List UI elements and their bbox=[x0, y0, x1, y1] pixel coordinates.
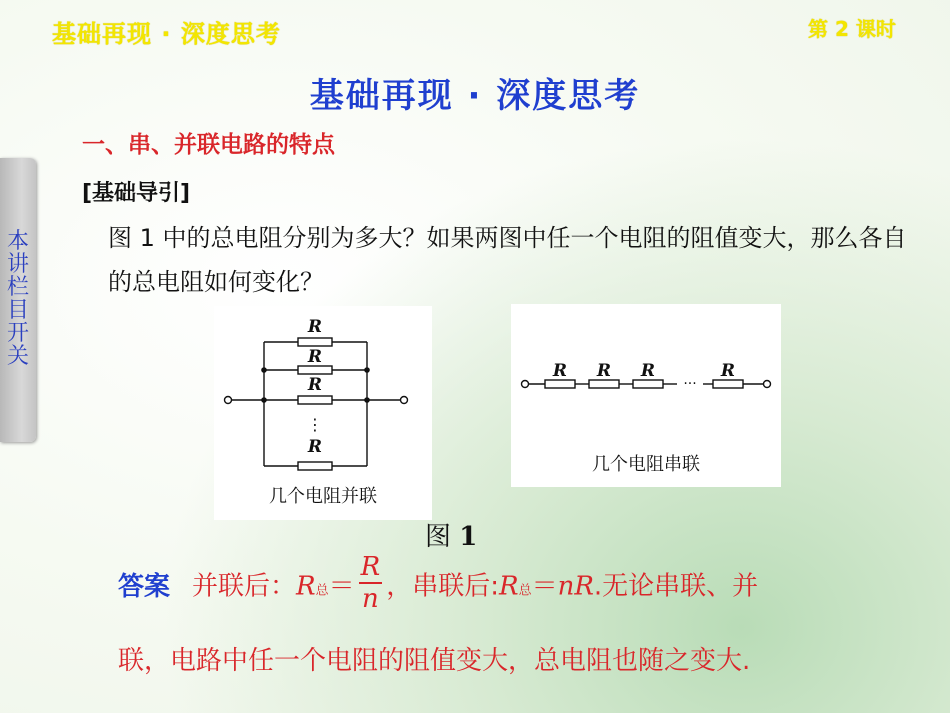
parallel-circuit-diagram bbox=[214, 306, 432, 520]
series-caption: 几个电阻串联 bbox=[592, 454, 700, 475]
answer-series-text: ，串联后: bbox=[386, 571, 499, 602]
resistance-symbol: R bbox=[296, 571, 316, 602]
series-circuit-figure bbox=[511, 304, 781, 487]
resistor-label: R bbox=[552, 361, 568, 381]
resistor-label: R bbox=[720, 361, 736, 381]
lesson-number-tag: 第 2 课时 bbox=[808, 17, 896, 41]
figure-caption-prefix: 图 bbox=[425, 522, 460, 552]
guide-label: [基础导引] bbox=[82, 181, 191, 206]
series-total-expression: nR bbox=[557, 571, 594, 602]
figure-caption-number: 1 bbox=[459, 522, 478, 552]
resistor-label: R bbox=[307, 375, 323, 395]
answer-line-2: 联，电路中任一个电阻的阻值变大，总电阻也随之变大. bbox=[118, 646, 751, 676]
answer-parallel-text: 并联后： bbox=[192, 571, 297, 602]
page-title: 基础再现 · 深度思考 bbox=[309, 76, 641, 116]
fraction-numerator: R bbox=[360, 552, 381, 582]
equals-sign: ＝ bbox=[531, 571, 558, 602]
answer-line-1 bbox=[118, 552, 759, 618]
section-heading: 一、串、并联电路的特点 bbox=[82, 132, 335, 158]
parallel-circuit-figure bbox=[214, 306, 432, 520]
fraction-r-over-n bbox=[359, 552, 383, 614]
header-section-tag: 基础再现 · 深度思考 bbox=[52, 20, 281, 48]
resistor-label: R bbox=[307, 347, 323, 367]
answer-conclusion-start: .无论串联、并 bbox=[593, 571, 759, 602]
resistor-label: R bbox=[596, 361, 612, 381]
resistor-label: R bbox=[307, 437, 323, 457]
more-resistors-ellipsis: ··· bbox=[683, 376, 697, 392]
resistor-label: R bbox=[640, 361, 656, 381]
fraction-denominator: n bbox=[362, 584, 379, 614]
answer-label: 答案 bbox=[118, 571, 171, 602]
sidebar-toggle-button[interactable] bbox=[0, 158, 36, 442]
series-circuit-diagram bbox=[511, 304, 781, 487]
figure-caption bbox=[425, 516, 477, 553]
resistor-label: R bbox=[307, 317, 323, 337]
total-subscript: 总 bbox=[518, 583, 532, 599]
total-subscript: 总 bbox=[315, 583, 329, 599]
parallel-caption: 几个电阻并联 bbox=[269, 486, 377, 507]
more-resistors-dots: ⋮ bbox=[307, 415, 323, 434]
question-text: 图 1 中的总电阻分别为多大？如果两图中任一个电阻的阻值变大，那么各自的总电阻如何变化？ bbox=[108, 224, 907, 296]
sidebar-label: 本讲栏目开关 bbox=[6, 229, 29, 369]
resistance-symbol: R bbox=[498, 571, 519, 602]
equals-sign: ＝ bbox=[328, 571, 355, 602]
